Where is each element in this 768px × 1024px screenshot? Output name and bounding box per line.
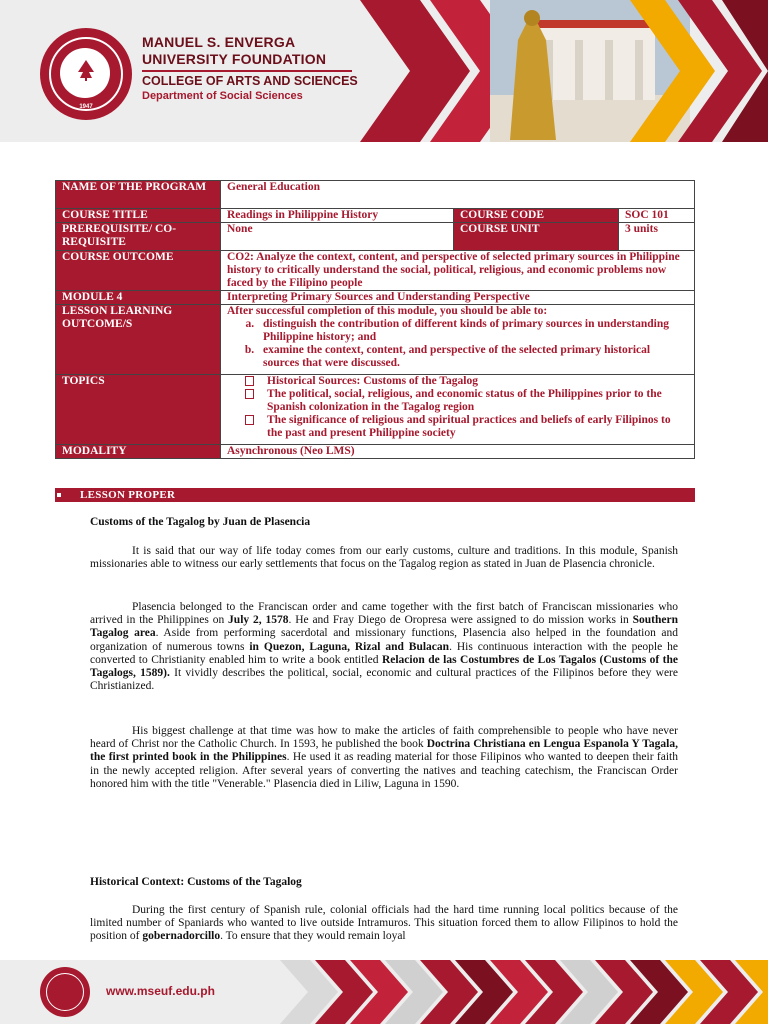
topic-text: Historical Sources: Customs of the Tagalog [267,375,478,387]
paragraph-text: During the first century of Spanish rule, colonial officials had the hard time running local politics because of the limited number of Spaniards who wanted to live outside Intramuros. This situation forced them to allow Filipinos to hold the position of [90,904,678,943]
topic-text: The political, social, religious, and economic status of the Philippines prior to the Spanish colonization in the Tagalog region [267,388,662,413]
topic-item [267,388,688,414]
seal-year: 1947 [79,104,93,110]
learning-outcome-intro: After successful completion of this module, you should be able to: [227,305,548,317]
learning-outcome-item: b. examine the context, content, and perspective of the selected primary historical sources that were discussed. [257,344,688,370]
course-code-label: COURSE CODE [454,209,619,223]
program-value: General Education [221,181,695,209]
paragraph-2 [90,601,678,693]
course-unit-label: COURSE UNIT [454,223,619,251]
course-unit-value: 3 units [619,223,695,251]
topics-label: TOPICS [56,375,221,445]
course-outcome-label: COURSE OUTCOME [56,251,221,291]
course-title-value: Readings in Philippine History [221,209,454,223]
paragraph-text: . To ensure that they would remain loyal [220,930,406,943]
lesson-proper-label: LESSON PROPER [80,489,176,501]
paragraph-text: His biggest challenge at that time was how to make the articles of faith comprehensible to people who have never heard of Christ nor the Catholic Church. In 1593, he published the book [90,725,678,751]
course-info-table [55,180,695,459]
org-name-line1: MANUEL S. ENVERGA [142,34,296,50]
prerequisite-value: None [221,223,454,251]
modality-label: MODALITY [56,445,221,459]
course-code-value: SOC 101 [619,209,695,223]
checkbox-icon [245,389,254,399]
emphasis-date: July 2, 1578 [228,614,289,627]
paragraph-text: It is said that our way of life today comes from our early customs, culture and traditions. In this module, Spanish missionaries able to witness our early settlements that focus on the Tagalog region as stated in Juan de Plasencia chronicle. [90,545,678,571]
page-header [0,0,768,142]
topic-text: The significance of religious and spiritual practices and beliefs of early Filipinos to the past and present Philippine society [267,414,671,439]
course-title-label: COURSE TITLE [56,209,221,223]
page-footer [0,960,768,1024]
footer-seal-icon [40,967,90,1017]
paragraph-text: . Aside from performing sacerdotal and missionary functions, Plasencia also helped in the foundation and organization of numerous towns [90,627,679,653]
module-label: MODULE 4 [56,291,221,305]
paragraph-text: . His continuous interaction with the people he converted to Christianity enabled him to write a book entitled [90,640,678,666]
emphasis-towns: in Quezon, Laguna, Rizal and Bulacan [249,640,450,653]
emphasis-area: Southern Tagalog area [90,614,678,640]
org-name-line2: UNIVERSITY FOUNDATION [142,51,327,67]
course-outcome-value: CO2: Analyze the context, content, and perspective of selected primary sources in Philippine history to critically understand the social, political, religious, and economic problems now faced by the Filipino people [221,251,695,291]
learning-outcome-label: LESSON LEARNING OUTCOME/S [56,305,221,375]
paragraph-text: . He and Fray Diego de Oropresa were assigned to do mission works in [288,614,633,627]
section-heading-historical-context: Historical Context: Customs of the Tagalog [90,876,302,888]
topics-value [221,375,695,445]
college-name: COLLEGE OF ARTS AND SCIENCES [142,73,358,88]
modality-value: Asynchronous (Neo LMS) [221,445,695,459]
paragraph-4 [90,904,678,944]
header-chevron-graphic [360,0,768,142]
department-name: Department of Social Sciences [142,89,303,102]
university-seal-icon [40,28,132,120]
paragraph-text: Plasencia belonged to the Franciscan order and came together with the first batch of Franciscan missionaries who arrived in the Philippines on [90,601,678,627]
bullet-icon [57,493,61,497]
topic-item [267,414,688,440]
program-label: NAME OF THE PROGRAM [56,181,221,209]
emphasis-book-title: Relacion de las Costumbres de Los Tagalos (Customs of the Tagalogs, 1589). [90,653,678,680]
topic-item [267,375,688,388]
paragraph-3 [90,725,678,791]
checkbox-icon [245,376,254,386]
learning-outcome-value [221,305,695,375]
emphasis-gobernadorcillo: gobernadorcillo [142,930,221,943]
header-title-block [142,34,358,104]
paragraph-1 [90,545,678,571]
footer-url: www.mseuf.edu.ph [106,984,215,998]
paragraph-text: It vividly describes the political, social, economic and cultural practices of the Filipinos before they were Christianized. [90,667,678,693]
checkbox-icon [245,415,254,425]
footer-chevron-graphic [260,960,768,1024]
prerequisite-label: PREREQUISITE/ CO-REQUISITE [56,223,221,251]
emphasis-doctrina: Doctrina Christiana en Lengua Espanola Y Tagala, the first printed book in the Philippines [90,738,678,764]
paragraph-text: . He used it as reading material for those Filipinos who wanted to deepen their faith in the newly accepted religion. After several years of converting the natives and teaching catechism, the Franciscan Order honored him with the title "Venerable." Plasencia died in Liliw, Laguna in 1590. [90,751,678,790]
section-heading-customs: Customs of the Tagalog by Juan de Plasencia [90,516,311,528]
learning-outcome-item: a. distinguish the contribution of different kinds of primary sources in understanding Philippine history; and [257,318,688,344]
module-value: Interpreting Primary Sources and Understanding Perspective [221,291,695,305]
